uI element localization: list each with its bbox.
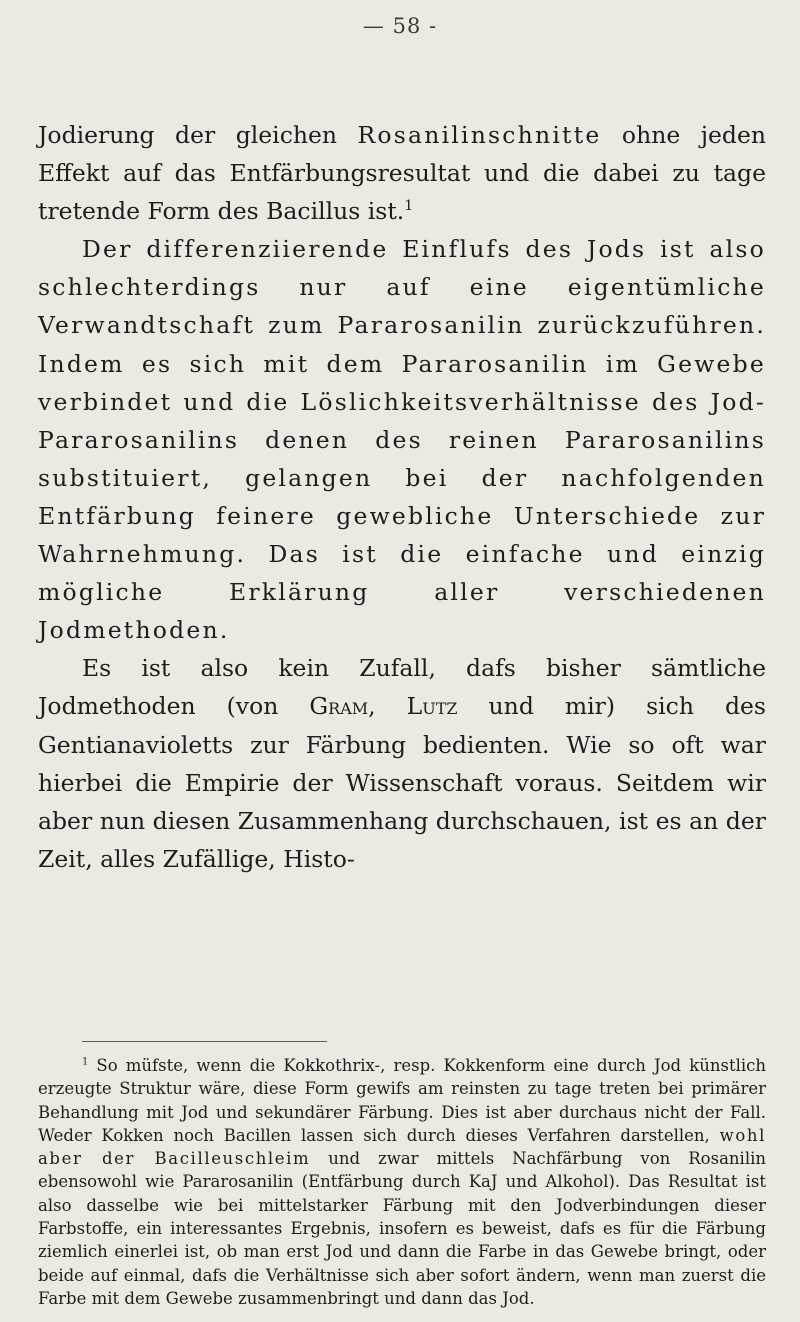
paragraph-1-text-a: Jodierung der gleichen [38,121,358,149]
paragraph-3-comma: , [368,692,407,721]
footnote-emphasis: wohl aber der Bacilleuschleim [38,1125,766,1169]
page-number: — 58 - [362,14,438,38]
footnote-text-b: und zwar mittels Nachfärbung von Rosanilin ebensowohl wie Pararosanilin (Entfärbung durch KaJ und Alkohol). Das Resultat ist also dasselbe wie bei mittelstarker Färbung mit den Jodverbindungen dieser Farbstoffe, ein interessantes Ergebnis, insofern es beweist, dafs es für die Färbung ziemlich einerlei ist, ob man erst Jod und dann die Farbe in das Gewebe bringt, oder beide auf einmal, dafs die Verhältnisse sich aber sofort ändern, wenn man zuerst die Farbe mit dem Gewebe zusammenbringt und dann das Jod. [38,1149,767,1308]
paragraph-3-text-b: und mir) sich des Gentianavioletts zur Färbung bedienten. Wie so oft war hierbei die Empirie der Wissenschaft voraus. Seitdem wir aber nun diesen Zusammenhang durchschauen, ist es an der Zeit, alles Zufällige, Histo- [38,692,766,873]
footnote-divider [82,1041,327,1042]
main-text [38,116,766,878]
footnote-text-a: So müfste, wenn die Kokkothrix-, resp. Kokkenform eine durch Jod künstlich erzeugte Struktur wäre, diese Form gewifs am reinsten zu tage treten bei primärer Behandlung mit Jod und sekundärer Färbung. Dies ist aber durchaus nicht der Fall. Weder Kokken noch Bacillen lassen sich durch dieses Verfahren darstellen, [38,1056,766,1145]
footnote-1 [38,1054,766,1310]
paragraph-1-emphasis: Rosanilinschnitte [357,121,602,149]
footnotes [38,1054,766,1310]
paragraph-2: Der differenziierende Einflufs des Jods ist also schlechterdings nur auf eine eigentümliche Verwandtschaft zum Pararosanilin zurückzuführen. Indem es sich mit dem Pararosanilin im Gewebe verbindet und die Löslichkeitsverhältnisse des Jod-Pararosanilins denen des reinen Pararosanilins substituiert, gelangen bei der nachfolgenden Entfärbung feinere gewebliche Unterschiede zur Wahrnehmung. Das ist die einfache und einzig mögliche Erklärung aller verschiedenen Jodmethoden. [38,235,766,645]
footnote-marker: 1 [82,1056,89,1068]
author-gram: Gram [309,692,369,721]
paragraph-3-text-a: Es ist also kein Zufall, dafs bisher sämtliche Jodmethoden (von [38,654,766,721]
paragraph-1 [38,116,766,230]
author-lutz: Lutz [406,692,458,721]
paragraph-1-text-b: ohne jeden Effekt auf das Entfärbungsresultat und die dabei zu tage tretende Form des Bacillus ist. [38,121,767,226]
paragraph-3 [38,649,766,878]
footnote-reference: 1 [404,198,414,215]
